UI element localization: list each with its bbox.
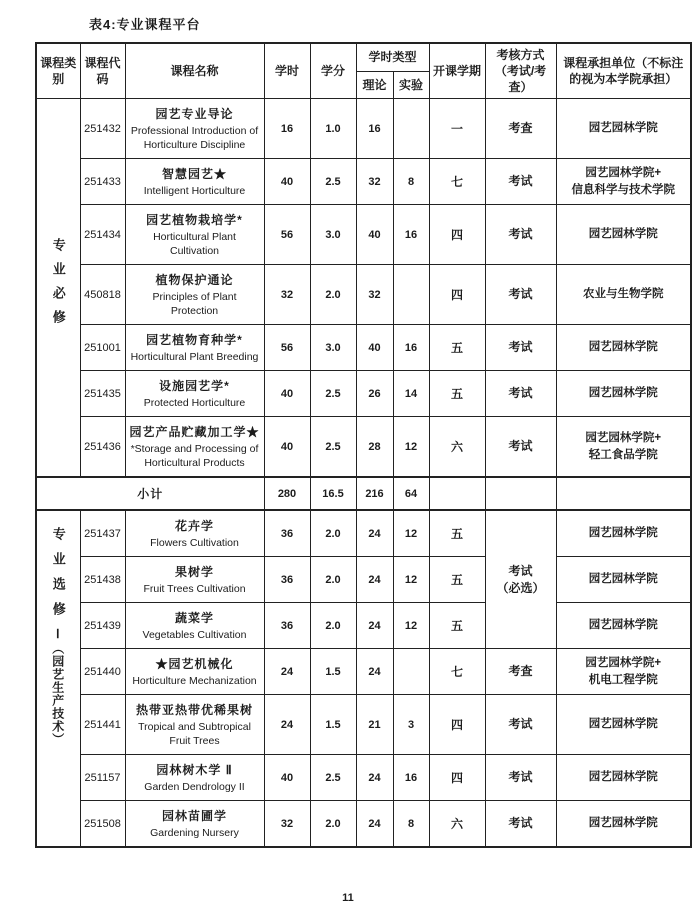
- unit-cell: 园艺园林学院+ 机电工程学院: [556, 649, 691, 695]
- course-name-cell: [125, 205, 264, 265]
- course-name-en: Horticultural Plant Breeding: [130, 351, 259, 363]
- course-name-zh: 园林树木学 Ⅱ: [156, 763, 233, 777]
- experiment-hours-cell: 12: [393, 603, 429, 649]
- header-course-name: 课程名称: [125, 43, 264, 99]
- course-name-en: Principles of Plant Protection: [152, 291, 237, 317]
- assessment-cell: 考试: [485, 205, 556, 265]
- header-experiment: 实验: [393, 71, 429, 98]
- unit-cell: 园艺园林学院: [556, 510, 691, 557]
- credits-cell: 1.5: [310, 649, 356, 695]
- hours-cell: 24: [264, 695, 310, 755]
- subtotal-assessment-cell: [485, 477, 556, 510]
- header-hour-type: 学时类型: [356, 43, 429, 71]
- header-course-category: 课程类别: [36, 43, 80, 99]
- course-name-zh: ★园艺机械化: [155, 657, 234, 671]
- semester-cell: 五: [429, 325, 485, 371]
- experiment-hours-cell: [393, 265, 429, 325]
- subtotal-semester-cell: [429, 477, 485, 510]
- unit-cell: 园艺园林学院+ 轻工食品学院: [556, 417, 691, 478]
- category-cell: [36, 510, 80, 847]
- header-course-code: 课程代码: [80, 43, 125, 99]
- assessment-cell: 考试: [485, 325, 556, 371]
- course-row-251440: [36, 649, 691, 695]
- course-name-en: Fruit Trees Cultivation: [143, 583, 246, 595]
- course-row-251434: [36, 205, 691, 265]
- semester-cell: 五: [429, 557, 485, 603]
- course-name-cell: [125, 371, 264, 417]
- course-name-zh: 园林苗圃学: [161, 809, 227, 823]
- credits-cell: 2.0: [310, 801, 356, 848]
- course-code-cell: 251157: [80, 755, 125, 801]
- page-title: 表4:专业课程平台: [89, 17, 201, 32]
- theory-hours-cell: 32: [356, 265, 393, 325]
- course-name-zh: 植物保护通论: [155, 273, 234, 287]
- experiment-hours-cell: [393, 649, 429, 695]
- experiment-hours-cell: 12: [393, 510, 429, 557]
- curriculum-table: [35, 42, 692, 848]
- course-name-zh: 园艺专业导论: [155, 107, 234, 121]
- semester-cell: 四: [429, 205, 485, 265]
- header-credits: 学分: [310, 43, 356, 99]
- unit-cell: 园艺园林学院: [556, 99, 691, 159]
- unit-cell: 园艺园林学院: [556, 603, 691, 649]
- course-row-251441: [36, 695, 691, 755]
- hours-cell: 56: [264, 325, 310, 371]
- course-name-zh: 热带亚热带优稀果树: [135, 703, 253, 717]
- credits-cell: 2.0: [310, 557, 356, 603]
- course-name-zh: 设施园艺学*: [159, 379, 230, 393]
- experiment-hours-cell: 8: [393, 159, 429, 205]
- credits-cell: 2.5: [310, 755, 356, 801]
- assessment-cell: 考试: [485, 265, 556, 325]
- course-code-cell: 450818: [80, 265, 125, 325]
- course-row-251438: [36, 557, 691, 603]
- semester-cell: 六: [429, 801, 485, 848]
- course-row-251435: [36, 371, 691, 417]
- header-row-1: [36, 43, 691, 71]
- semester-cell: 四: [429, 755, 485, 801]
- course-name-en: Professional Introduction of Horticulture Discipline: [130, 125, 259, 151]
- course-code-cell: 251441: [80, 695, 125, 755]
- course-code-cell: 251435: [80, 371, 125, 417]
- assessment-cell: 考试: [485, 755, 556, 801]
- course-row-251437: [36, 510, 691, 557]
- hours-cell: 40: [264, 417, 310, 478]
- header-semester: 开课学期: [429, 43, 485, 99]
- subtotal-theory-cell: 216: [356, 477, 393, 510]
- category-label-sub: Ⅰ（园艺生产技术）: [50, 627, 65, 746]
- theory-hours-cell: 24: [356, 649, 393, 695]
- credits-cell: 1.0: [310, 99, 356, 159]
- course-name-cell: [125, 557, 264, 603]
- course-code-cell: 251001: [80, 325, 125, 371]
- experiment-hours-cell: 8: [393, 801, 429, 848]
- course-name-cell: [125, 755, 264, 801]
- hours-cell: 32: [264, 801, 310, 848]
- hours-cell: 16: [264, 99, 310, 159]
- semester-cell: 五: [429, 603, 485, 649]
- assessment-cell: 考试: [485, 371, 556, 417]
- experiment-hours-cell: 16: [393, 755, 429, 801]
- theory-hours-cell: 40: [356, 325, 393, 371]
- course-name-en: Protected Horticulture: [143, 397, 246, 409]
- assessment-cell: 考试: [485, 695, 556, 755]
- theory-hours-cell: 24: [356, 510, 393, 557]
- course-name-cell: [125, 417, 264, 478]
- experiment-hours-cell: 12: [393, 557, 429, 603]
- header-hours: 学时: [264, 43, 310, 99]
- hours-cell: 24: [264, 649, 310, 695]
- category-label: [52, 527, 65, 746]
- course-code-cell: 251440: [80, 649, 125, 695]
- experiment-hours-cell: [393, 99, 429, 159]
- course-code-cell: 251434: [80, 205, 125, 265]
- header-theory: 理论: [356, 71, 393, 98]
- course-name-zh: 蔬菜学: [174, 611, 214, 625]
- subtotal-hours-cell: 280: [264, 477, 310, 510]
- unit-cell: 园艺园林学院: [556, 557, 691, 603]
- credits-cell: 3.0: [310, 325, 356, 371]
- experiment-hours-cell: 16: [393, 325, 429, 371]
- experiment-hours-cell: 16: [393, 205, 429, 265]
- theory-hours-cell: 40: [356, 205, 393, 265]
- course-row-251439: [36, 603, 691, 649]
- theory-hours-cell: 26: [356, 371, 393, 417]
- course-row-251432: [36, 99, 691, 159]
- course-name-en: Intelligent Horticulture: [143, 185, 246, 197]
- hours-cell: 36: [264, 510, 310, 557]
- course-name-en: Garden Dendrology II: [144, 781, 245, 793]
- header-unit: 课程承担单位（不标注的视为本学院承担）: [556, 43, 691, 99]
- course-code-cell: 251438: [80, 557, 125, 603]
- theory-hours-cell: 21: [356, 695, 393, 755]
- course-code-cell: 251439: [80, 603, 125, 649]
- credits-cell: 2.5: [310, 159, 356, 205]
- course-name-en: Gardening Nursery: [150, 827, 239, 839]
- category-label-main: 专业必修: [50, 238, 66, 334]
- subtotal-experiment-cell: 64: [393, 477, 429, 510]
- unit-cell: 园艺园林学院: [556, 205, 691, 265]
- credits-cell: 2.0: [310, 603, 356, 649]
- course-name-en: Tropical and Subtropical Fruit Trees: [138, 721, 251, 747]
- subtotal-unit-cell: [556, 477, 691, 510]
- course-name-en: *Storage and Processing of Horticultural Products: [130, 443, 259, 469]
- course-name-zh: 园艺植物栽培学*: [146, 213, 243, 227]
- credits-cell: 2.0: [310, 265, 356, 325]
- course-name-cell: [125, 99, 264, 159]
- course-name-cell: [125, 510, 264, 557]
- course-row-251433: [36, 159, 691, 205]
- course-code-cell: 251437: [80, 510, 125, 557]
- assessment-cell: 考查: [485, 649, 556, 695]
- header-assessment: 考核方式（考试/考查）: [485, 43, 556, 99]
- semester-cell: 六: [429, 417, 485, 478]
- unit-cell: 园艺园林学院: [556, 325, 691, 371]
- course-name-cell: [125, 265, 264, 325]
- course-name-en: Horticultural Plant Cultivation: [153, 231, 236, 257]
- semester-cell: 四: [429, 695, 485, 755]
- experiment-hours-cell: 3: [393, 695, 429, 755]
- course-name-en: Flowers Cultivation: [150, 537, 239, 549]
- theory-hours-cell: 24: [356, 603, 393, 649]
- course-name-cell: [125, 801, 264, 848]
- course-name-cell: [125, 649, 264, 695]
- assessment-cell: 考试: [485, 801, 556, 848]
- semester-cell: 七: [429, 649, 485, 695]
- assessment-cell: 考试 （必选）: [485, 510, 556, 649]
- course-name-cell: [125, 603, 264, 649]
- credits-cell: 2.5: [310, 371, 356, 417]
- course-name-zh: 园艺植物育种学*: [146, 333, 243, 347]
- credits-cell: 3.0: [310, 205, 356, 265]
- theory-hours-cell: 24: [356, 755, 393, 801]
- course-code-cell: 251432: [80, 99, 125, 159]
- semester-cell: 五: [429, 371, 485, 417]
- course-name-zh: 智慧园艺★: [161, 167, 227, 181]
- hours-cell: 36: [264, 557, 310, 603]
- course-code-cell: 251433: [80, 159, 125, 205]
- subtotal-credits-cell: 16.5: [310, 477, 356, 510]
- course-name-en: Horticulture Mechanization: [132, 675, 257, 687]
- hours-cell: 40: [264, 755, 310, 801]
- experiment-hours-cell: 14: [393, 371, 429, 417]
- course-name-en: Vegetables Cultivation: [142, 629, 247, 641]
- semester-cell: 四: [429, 265, 485, 325]
- table-header: [36, 43, 691, 99]
- experiment-hours-cell: 12: [393, 417, 429, 478]
- hours-cell: 40: [264, 371, 310, 417]
- credits-cell: 2.0: [310, 510, 356, 557]
- page-number: 11: [342, 892, 354, 904]
- category-label: [52, 238, 65, 334]
- semester-cell: 七: [429, 159, 485, 205]
- subtotal-label-cell: 小计: [36, 477, 264, 510]
- credits-cell: 1.5: [310, 695, 356, 755]
- subtotal-row: [36, 477, 691, 510]
- hours-cell: 56: [264, 205, 310, 265]
- credits-cell: 2.5: [310, 417, 356, 478]
- theory-hours-cell: 28: [356, 417, 393, 478]
- category-label-main: 专业选修: [50, 527, 66, 627]
- theory-hours-cell: 24: [356, 801, 393, 848]
- unit-cell: 园艺园林学院+ 信息科学与技术学院: [556, 159, 691, 205]
- course-name-zh: 园艺产品贮藏加工学★: [129, 425, 260, 439]
- theory-hours-cell: 24: [356, 557, 393, 603]
- unit-cell: 园艺园林学院: [556, 801, 691, 848]
- course-code-cell: 251436: [80, 417, 125, 478]
- course-row-251436: [36, 417, 691, 478]
- course-code-cell: 251508: [80, 801, 125, 848]
- course-row-450818: [36, 265, 691, 325]
- course-row-251157: [36, 755, 691, 801]
- theory-hours-cell: 16: [356, 99, 393, 159]
- semester-cell: 五: [429, 510, 485, 557]
- course-name-zh: 花卉学: [174, 519, 214, 533]
- unit-cell: 园艺园林学院: [556, 371, 691, 417]
- semester-cell: 一: [429, 99, 485, 159]
- unit-cell: 园艺园林学院: [556, 695, 691, 755]
- theory-hours-cell: 32: [356, 159, 393, 205]
- assessment-cell: 考查: [485, 99, 556, 159]
- course-name-cell: [125, 325, 264, 371]
- table-body: [36, 99, 691, 848]
- hours-cell: 40: [264, 159, 310, 205]
- category-cell: [36, 99, 80, 478]
- unit-cell: 园艺园林学院: [556, 755, 691, 801]
- course-row-251001: [36, 325, 691, 371]
- hours-cell: 32: [264, 265, 310, 325]
- assessment-cell: 考试: [485, 417, 556, 478]
- unit-cell: 农业与生物学院: [556, 265, 691, 325]
- assessment-cell: 考试: [485, 159, 556, 205]
- course-name-cell: [125, 159, 264, 205]
- course-name-cell: [125, 695, 264, 755]
- hours-cell: 36: [264, 603, 310, 649]
- course-name-zh: 果树学: [174, 565, 214, 579]
- course-row-251508: [36, 801, 691, 848]
